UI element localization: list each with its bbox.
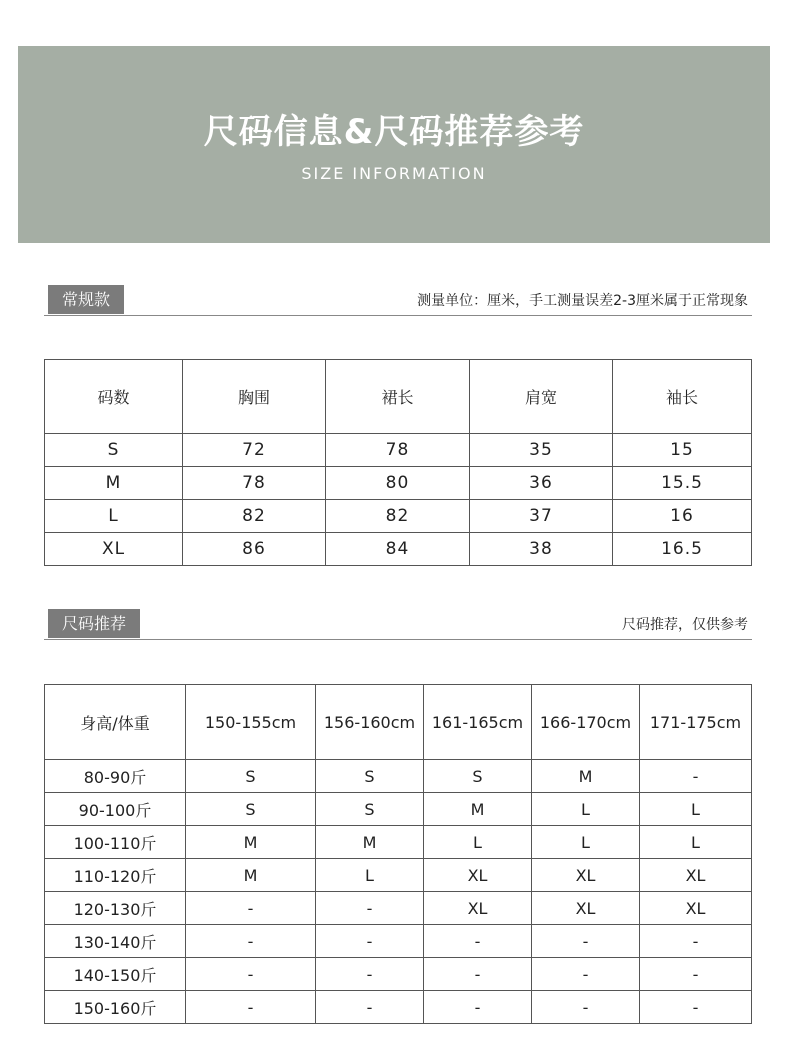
table-cell: XL	[532, 859, 640, 892]
table-cell: 82	[183, 500, 326, 533]
recommendation-row	[45, 859, 752, 892]
size-row	[45, 500, 752, 533]
table-cell: L	[316, 859, 424, 892]
column-header: 胸围	[183, 360, 326, 434]
recommendation-row	[45, 925, 752, 958]
column-header: 161-165cm	[424, 685, 532, 760]
table-cell: 80	[326, 467, 470, 500]
recommendation-row	[45, 958, 752, 991]
section-header-regular	[44, 285, 752, 316]
table-cell: XL	[424, 892, 532, 925]
recommend-note: 尺码推荐，仅供参考	[622, 617, 748, 633]
table-cell: -	[316, 991, 424, 1024]
table-cell: -	[316, 892, 424, 925]
size-row	[45, 467, 752, 500]
page-title: 尺码信息&尺码推荐参考	[203, 112, 585, 152]
column-header: 156-160cm	[316, 685, 424, 760]
table-cell: L	[532, 826, 640, 859]
table-cell: 38	[470, 533, 613, 566]
table-cell: M	[186, 826, 316, 859]
table-cell: -	[532, 925, 640, 958]
table-cell: XL	[532, 892, 640, 925]
table-cell: 130-140斤	[45, 925, 186, 958]
recommendation-row	[45, 793, 752, 826]
recommendation-row	[45, 991, 752, 1024]
table-cell: 80-90斤	[45, 760, 186, 793]
column-header: 身高/体重	[45, 685, 186, 760]
table-cell: 82	[326, 500, 470, 533]
table-cell: -	[640, 925, 752, 958]
section-tag-regular: 常规款	[48, 285, 124, 314]
section-tag-recommend: 尺码推荐	[48, 609, 140, 638]
column-header: 袖长	[613, 360, 752, 434]
table-cell: -	[532, 991, 640, 1024]
table-cell: -	[532, 958, 640, 991]
table-cell: 84	[326, 533, 470, 566]
table-header-row	[45, 685, 752, 760]
table-cell: S	[316, 793, 424, 826]
title-banner	[18, 46, 770, 243]
table-cell: 78	[326, 434, 470, 467]
table-cell: M	[316, 826, 424, 859]
table-cell: -	[316, 925, 424, 958]
size-row	[45, 434, 752, 467]
table-cell: XL	[640, 892, 752, 925]
table-cell: S	[45, 434, 183, 467]
table-cell: -	[424, 991, 532, 1024]
table-header-row	[45, 360, 752, 434]
page-subtitle: SIZE INFORMATION	[301, 164, 487, 183]
table-cell: S	[186, 793, 316, 826]
size-row	[45, 533, 752, 566]
table-cell: 86	[183, 533, 326, 566]
column-header: 166-170cm	[532, 685, 640, 760]
table-cell: L	[640, 793, 752, 826]
table-cell: -	[424, 958, 532, 991]
size-recommendation-table	[44, 684, 752, 1024]
table-cell: 15	[613, 434, 752, 467]
column-header: 裙长	[326, 360, 470, 434]
recommendation-row	[45, 760, 752, 793]
table-cell: XL	[640, 859, 752, 892]
table-cell: 15.5	[613, 467, 752, 500]
table-cell: 36	[470, 467, 613, 500]
table-cell: -	[640, 958, 752, 991]
column-header: 肩宽	[470, 360, 613, 434]
table-cell: -	[640, 991, 752, 1024]
table-cell: -	[424, 925, 532, 958]
table-cell: 110-120斤	[45, 859, 186, 892]
table-cell: 100-110斤	[45, 826, 186, 859]
column-header: 171-175cm	[640, 685, 752, 760]
table-cell: -	[186, 991, 316, 1024]
table-cell: -	[186, 892, 316, 925]
table-cell: 72	[183, 434, 326, 467]
table-cell: S	[316, 760, 424, 793]
table-cell: L	[424, 826, 532, 859]
table-cell: S	[424, 760, 532, 793]
table-cell: -	[186, 958, 316, 991]
table-cell: -	[316, 958, 424, 991]
table-cell: 78	[183, 467, 326, 500]
table-cell: M	[186, 859, 316, 892]
measurement-note: 测量单位：厘米，手工测量误差2-3厘米属于正常现象	[417, 293, 748, 309]
table-cell: -	[186, 925, 316, 958]
table-cell: 35	[470, 434, 613, 467]
table-cell: 16	[613, 500, 752, 533]
table-cell: 16.5	[613, 533, 752, 566]
table-cell: M	[45, 467, 183, 500]
table-cell: 150-160斤	[45, 991, 186, 1024]
column-header: 150-155cm	[186, 685, 316, 760]
table-cell: L	[640, 826, 752, 859]
table-cell: 90-100斤	[45, 793, 186, 826]
table-cell: XL	[424, 859, 532, 892]
size-table	[44, 359, 752, 566]
section-header-recommend	[44, 609, 752, 640]
recommendation-row	[45, 892, 752, 925]
recommendation-row	[45, 826, 752, 859]
table-cell: 140-150斤	[45, 958, 186, 991]
table-cell: M	[532, 760, 640, 793]
table-cell: L	[532, 793, 640, 826]
column-header: 码数	[45, 360, 183, 434]
table-cell: M	[424, 793, 532, 826]
table-cell: L	[45, 500, 183, 533]
table-cell: S	[186, 760, 316, 793]
table-cell: XL	[45, 533, 183, 566]
table-cell: 37	[470, 500, 613, 533]
table-cell: 120-130斤	[45, 892, 186, 925]
table-cell: -	[640, 760, 752, 793]
